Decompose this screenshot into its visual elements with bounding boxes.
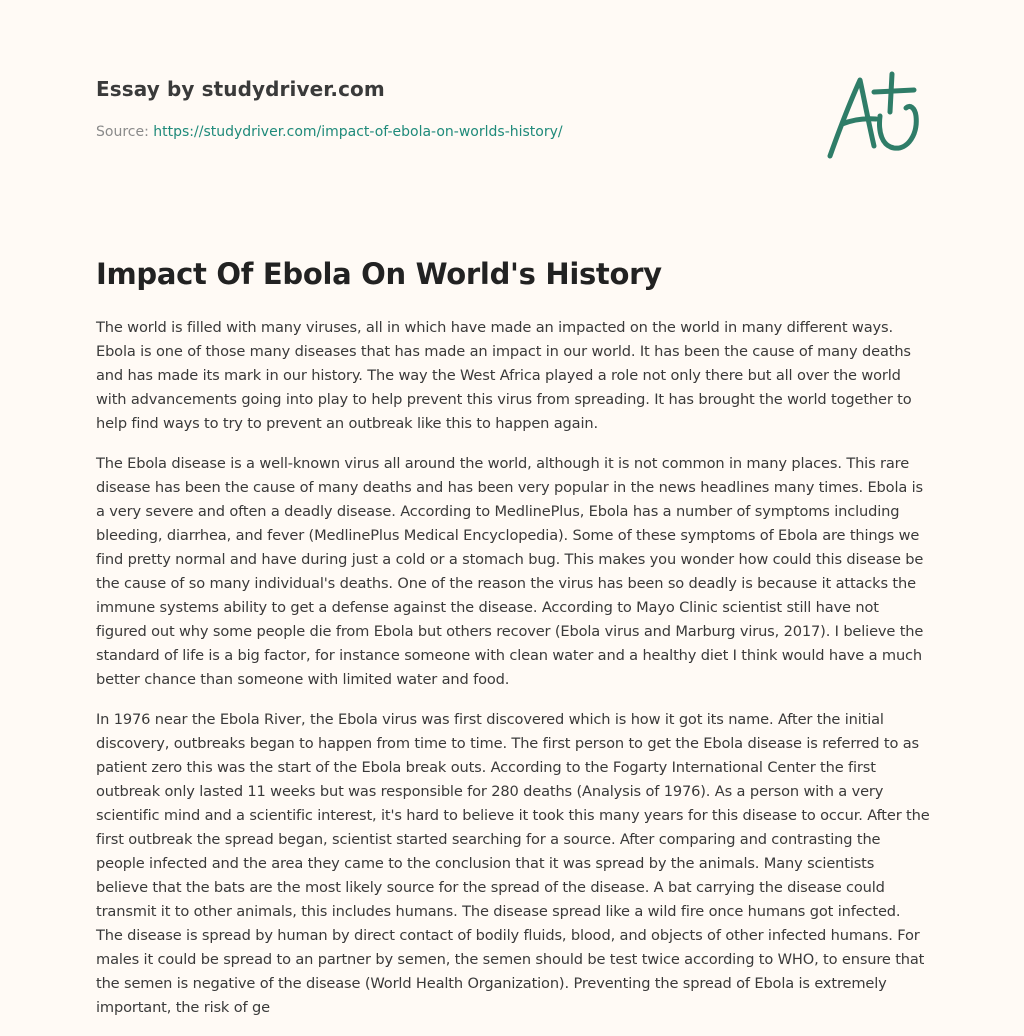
essay-body xyxy=(96,316,930,1036)
essay-title: Impact Of Ebola On World's History xyxy=(96,257,662,291)
page-header xyxy=(96,74,796,142)
essay-paragraph: The Ebola disease is a well-known virus all around the world, although it is not common in many places. This rare disease has been the cause of many deaths and has been very popular in the news headlines many times. Ebola is a very severe and often a deadly disease. According to MedlinePlus, Ebola has a number of symptoms including bleeding, diarrhea, and fever (MedlinePlus Medical Encyclopedia). Some of these symptoms of Ebola are things we find pretty normal and have during just a cold or a stomach bug. This makes you wonder how could this disease be the cause of so many individual's deaths. One of the reason the virus has been so deadly is because it attacks the immune systems ability to get a defense against the disease. According to Mayo Clinic scientist still have not figured out why some people die from Ebola but others recover (Ebola virus and Marburg virus, 2017). I believe the standard of life is a big factor, for instance someone with clean water and a healthy diet I think would have a much better chance than someone with limited water and food. xyxy=(96,455,924,688)
source-link[interactable]: https://studydriver.com/impact-of-ebola-on-worlds-history/ xyxy=(153,124,563,140)
a-plus-grade-icon xyxy=(818,64,928,164)
source-label: Source: xyxy=(96,124,154,140)
essay-paragraph: The world is filled with many viruses, all in which have made an impacted on the world in many different ways. Ebola is one of those many diseases that has made an impact in our world. It has been the cause of many deaths and has made its mark in our history. The way the West Africa played a role not only there but all over the world with advancements going into play to help prevent this virus from spreading. It has brought the world together to help find ways to try to prevent an outbreak like this to happen again. xyxy=(96,319,912,432)
essay-paragraph: In 1976 near the Ebola River, the Ebola virus was first discovered which is how it got its name. After the initial discovery, outbreaks began to happen from time to time. The first person to get the Ebola disease is referred to as patient zero this was the start of the Ebola break outs. According to the Fogarty International Center the first outbreak only lasted 11 weeks but was responsible for 280 deaths (Analysis of 1976). As a person with a very scientific mind and a scientific interest, it's hard to believe it took this many years for this disease to occur. After the first outbreak the spread began, scientist started searching for a source. After comparing and contrasting the people infected and the area they came to the conclusion that it was spread by the animals. Many scientists believe that the bats are the most likely source for the spread of the disease. A bat carrying the disease could transmit it to other animals, this includes humans. The disease spread like a wild fire once humans got infected. The disease is spread by human by direct contact of bodily fluids, blood, and objects of other infected humans. For males it could be spread to an partner by semen, the semen should be test twice according to WHO, to ensure that the semen is negative of the disease (World Health Organization). Preventing the spread of Ebola is extremely important, the risk of ge xyxy=(96,711,930,1016)
source-line xyxy=(96,122,796,142)
site-brand: Essay by studydriver.com xyxy=(96,77,385,101)
